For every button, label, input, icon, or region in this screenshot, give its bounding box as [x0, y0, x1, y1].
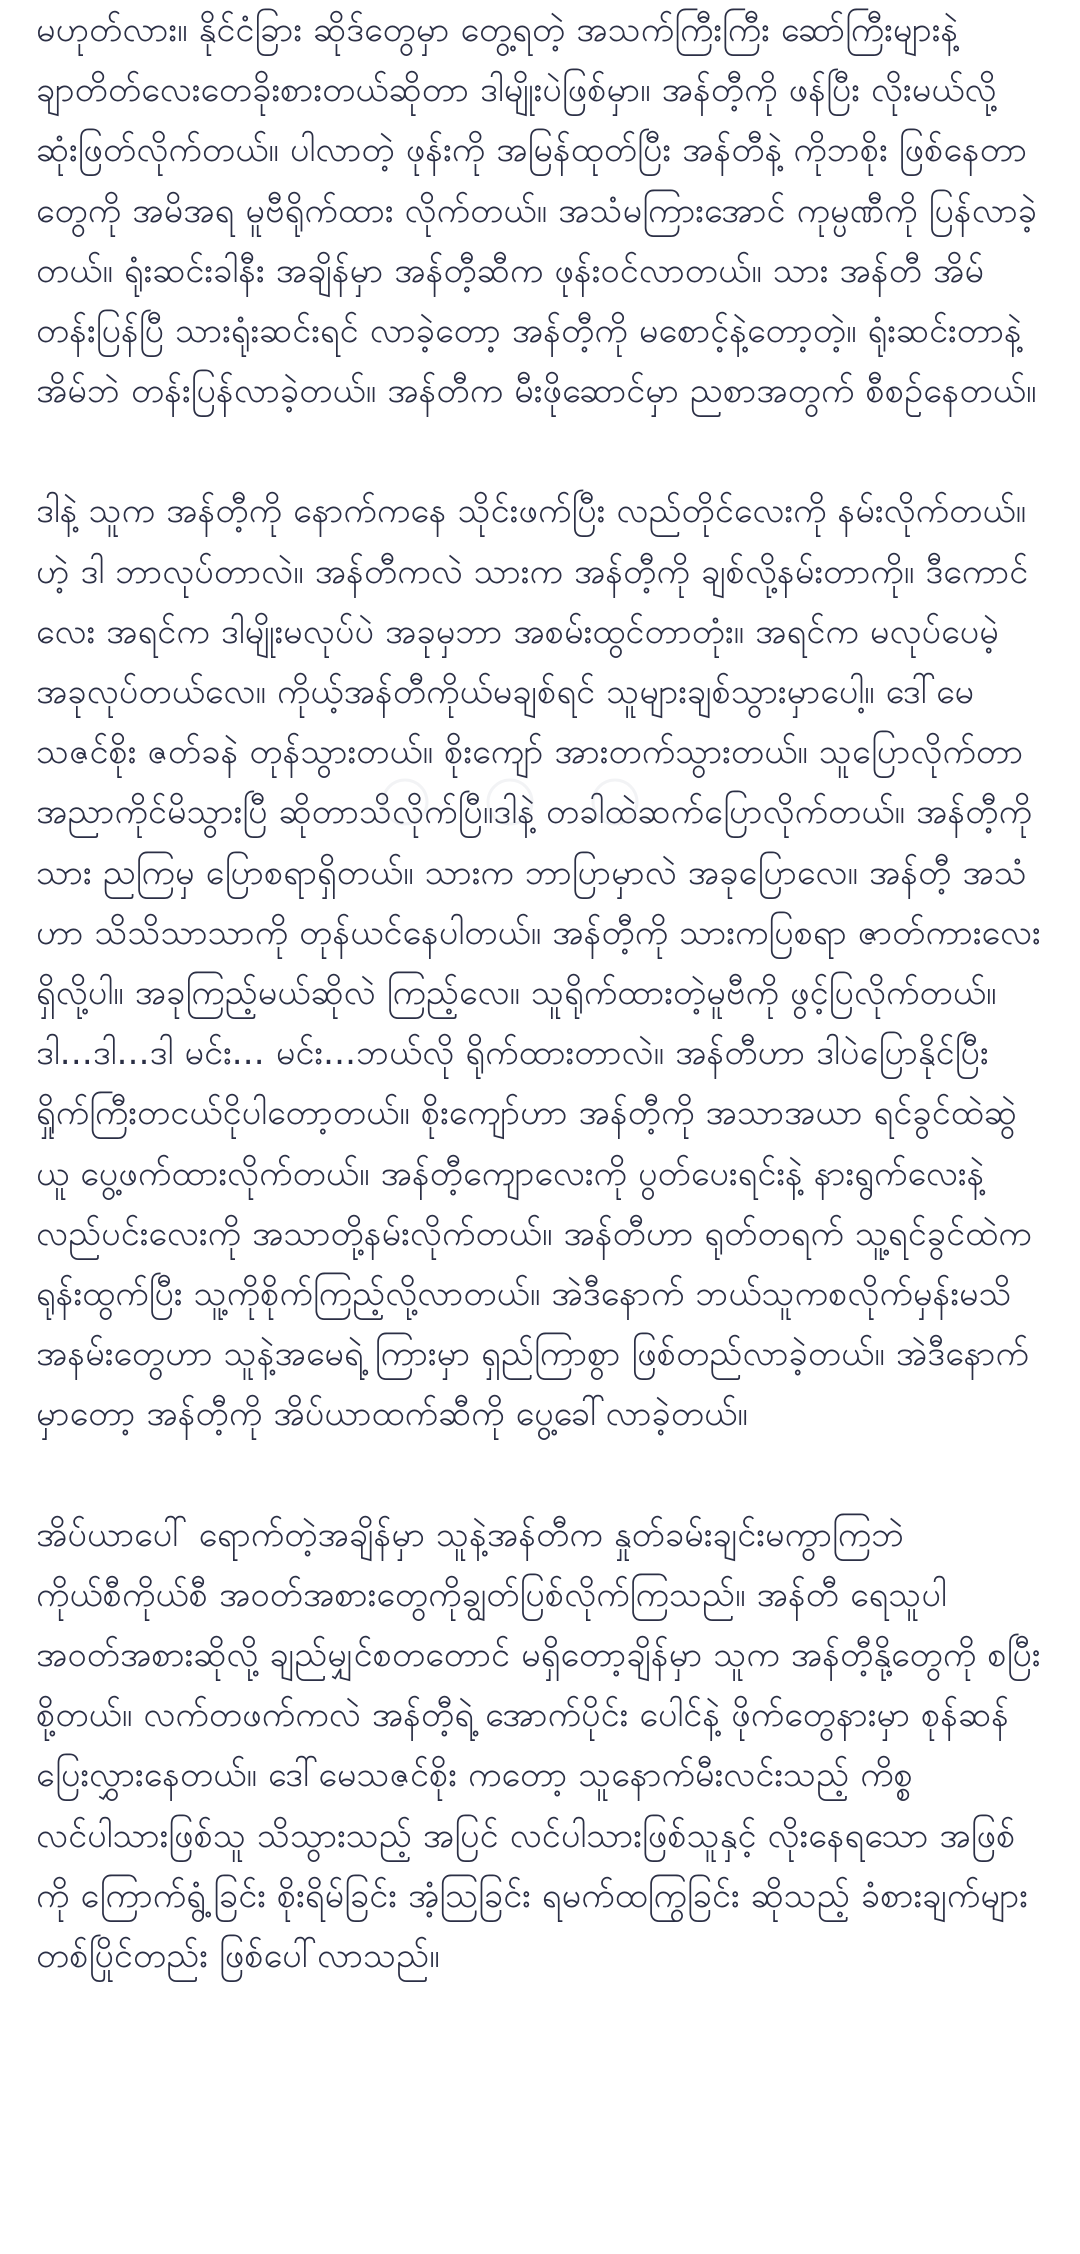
article-paragraph-3: အိပ်ယာပေါ် ရောက်တဲ့အချိန်မှာ သူနဲ့အန်တီက နှုတ်ခမ်းချင်းမကွာကြဘဲ ကိုယ်စီကိုယ်စီ အဝတ်အစားတွေကိုချွတ်ပြစ်လိုက်ကြသည်။ အန်တီ ရေသူပါ အဝတ်အစားဆိုလို့ ချည်မျှင်စတတောင် မရှိတော့ချိန်မှာ သူက အန်တီ့နို့တွေကို စပြီးစို့တယ်။ လက်တဖက်ကလဲ အန်တီ့ရဲ့ အောက်ပိုင်း ပေါင်နဲ့ ဖိုက်တွေနားမှာ စုန်ဆန်ပြေးလွှားနေတယ်။ ဒေါ်မေသဇင်စိုး ကတော့ သူနောက်မီးလင်းသည့် ကိစ္စ လင်ပါသားဖြစ်သူ သိသွားသည့် အပြင် လင်ပါသားဖြစ်သူနှင့် လိုးနေရသော အဖြစ်ကို ကြောက်ရွံ့ခြင်း စိုးရိမ်ခြင်း အံ့သြခြင်း ရမက်ထကြွခြင်း ဆိုသည့် ခံစားချက်များ တစ်ပြိုင်တည်း ဖြစ်ပေါ်လာသည်။	[36, 1514, 1041, 1977]
article-body	[36, 0, 1042, 1986]
article-paragraph-2: ဒါနဲ့ သူက အန်တီ့ကို နောက်ကနေ သိုင်းဖက်ပြီး လည်တိုင်လေးကို နမ်းလိုက်တယ်။ ဟဲ့ ဒါ ဘာလုပ်တာလဲ။ အန်တီကလဲ သားက အန်တီ့ကို ချစ်လို့နမ်းတာကို။ ဒီကောင်လေး အရင်က ဒါမျိုးမလုပ်ပဲ အခုမှဘာ အစမ်းထွင်တာတုံး။ အရင်က မလုပ်ပေမဲ့ အခုလုပ်တယ်လေ။ ကိုယ့်အန်တီကိုယ်မချစ်ရင် သူများချစ်သွားမှာပေါ့။ ဒေါ်မေသဇင်စိုး ဇတ်ခနဲ တုန်သွားတယ်။ စိုးကျော် အားတက်သွားတယ်။ သူပြောလိုက်တာ အညာကိုင်မိသွားပြီ ဆိုတာသိလိုက်ပြီ။ဒါနဲ့ တခါထဲဆက်ပြောလိုက်တယ်။ အန်တီ့ကိုသား ညကြမှ ပြောစရာရှိတယ်။ သားက ဘာပြာမှာလဲ အခုပြောလေ။ အန်တီ့ အသံဟာ သိသိသာသာကို တုန်ယင်နေပါတယ်။ အန်တီ့ကို သားကပြစရာ ဇာတ်ကားလေးရှိလို့ပါ။ အခုကြည့်မယ်ဆိုလဲ ကြည့်လေ။ သူရိုက်ထားတဲ့မူဗီကို ဖွင့်ပြလိုက်တယ်။ ဒါ...ဒါ...ဒါ မင်း... မင်း...ဘယ်လို ရိုက်ထားတာလဲ။ အန်တီဟာ ဒါပဲပြောနိုင်ပြီး ရှိုက်ကြီးတငယ်ငိုပါတော့တယ်။ စိုးကျော်ဟာ အန်တီ့ကို အသာအယာ ရင်ခွင်ထဲဆွဲယူ ပွေ့ဖက်ထားလိုက်တယ်။ အန်တီ့ကျောလေးကို ပွတ်ပေးရင်းနဲ့ နားရွက်လေးနဲ့ လည်ပင်းလေးကို အသာတို့နမ်းလိုက်တယ်။ အန်တီဟာ ရုတ်တရက် သူ့ရင်ခွင်ထဲက ရုန်းထွက်ပြီး သူ့ကိုစိုက်ကြည့်လို့လာတယ်။ အဲဒီနောက် ဘယ်သူကစလိုက်မှန်းမသိ အနမ်းတွေဟာ သူနဲ့အမေရဲ့ ကြားမှာ ရှည်ကြာစွာ ဖြစ်တည်လာခဲ့တယ်။ အဲဒီနောက်မှာတော့ အန်တီ့ကို အိပ်ယာထက်ဆီကို ပွေ့ခေါ်လာခဲ့တယ်။	[36, 491, 1041, 1435]
article-paragraph-1: မဟုတ်လား။ နိုင်ငံခြား ဆိုဒ်တွေမှာ တွေ့ရတဲ့ အသက်ကြီးကြီး ဆော်ကြီးများနဲ့ ချာတိတ်လေးတေခိုးစားတယ်ဆိုတာ ဒါမျိုးပဲဖြစ်မှာ။ အန်တီ့ကို ဖန်ပြီး လိုးမယ်လို့ ဆုံးဖြတ်လိုက်တယ်။ ပါလာတဲ့ ဖုန်းကို အမြန်ထုတ်ပြီး အန်တီနဲ့ ကိုဘစိုး ဖြစ်နေတာတွေကို အမိအရ မူဗီရိုက်ထား လိုက်တယ်။ အသံမကြားအောင် ကုမ္ပဏီကို ပြန်လာခဲ့တယ်။ ရုံးဆင်းခါနီး အချိန်မှာ အန်တီ့ဆီက ဖုန်းဝင်လာတယ်။ သား အန်တီ အိမ်တန်းပြန်ပြီ သားရုံးဆင်းရင် လာခဲ့တော့ အန်တီ့ကို မစောင့်နဲ့တော့တဲ့။ ရုံးဆင်းတာနဲ့ အိမ်ဘဲ တန်းပြန်လာခဲ့တယ်။ အန်တီက မီးဖိုဆောင်မှာ ညစာအတွက် စီစဉ်နေတယ်။	[36, 10, 1038, 412]
